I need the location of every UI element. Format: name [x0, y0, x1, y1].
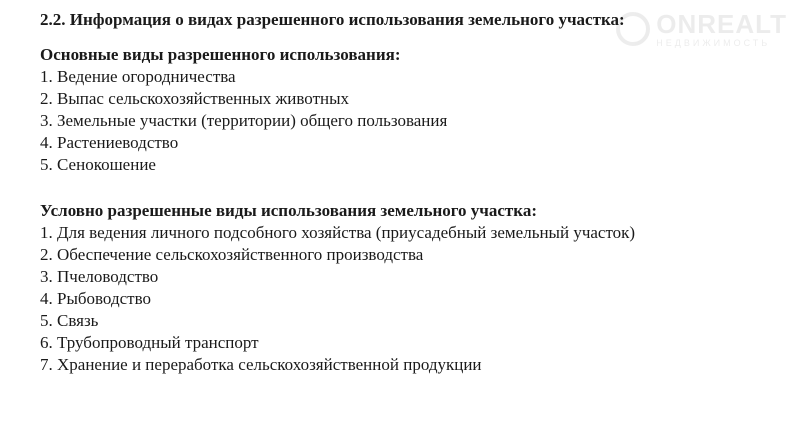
- list-item: 6. Трубопроводный транспорт: [40, 333, 259, 352]
- conditional-uses-section: [40, 200, 800, 376]
- main-uses-title: Основные виды разрешенного использования:: [40, 45, 401, 64]
- main-uses-list: [40, 66, 800, 176]
- list-item: 4. Рыбоводство: [40, 289, 151, 308]
- watermark-brand: ONREALT: [656, 9, 787, 39]
- list-item: 5. Связь: [40, 311, 99, 330]
- conditional-uses-title: Условно разрешенные виды использования земельного участка:: [40, 201, 537, 220]
- main-uses-section: [40, 44, 800, 176]
- list-item: 3. Земельные участки (территории) общего пользования: [40, 111, 448, 130]
- conditional-uses-list: [40, 222, 800, 376]
- document-page: [40, 9, 800, 376]
- list-item: 4. Растениеводство: [40, 133, 179, 152]
- section-spacer: [40, 176, 800, 200]
- list-item: 3. Пчеловодство: [40, 267, 159, 286]
- list-item: 7. Хранение и переработка сельскохозяйственной продукции: [40, 355, 482, 374]
- list-item: 5. Сенокошение: [40, 155, 156, 174]
- list-item: 2. Обеспечение сельскохозяйственного производства: [40, 245, 424, 264]
- list-item: 2. Выпас сельскохозяйственных животных: [40, 89, 350, 108]
- list-item: 1. Ведение огородничества: [40, 67, 236, 86]
- section-heading: 2.2. Информация о видах разрешенного использования земельного участка:: [40, 10, 625, 29]
- watermark-subtitle: НЕДВИЖИМОСТЬ: [656, 38, 771, 48]
- list-item: 1. Для ведения личного подсобного хозяйства (приусадебный земельный участок): [40, 223, 636, 242]
